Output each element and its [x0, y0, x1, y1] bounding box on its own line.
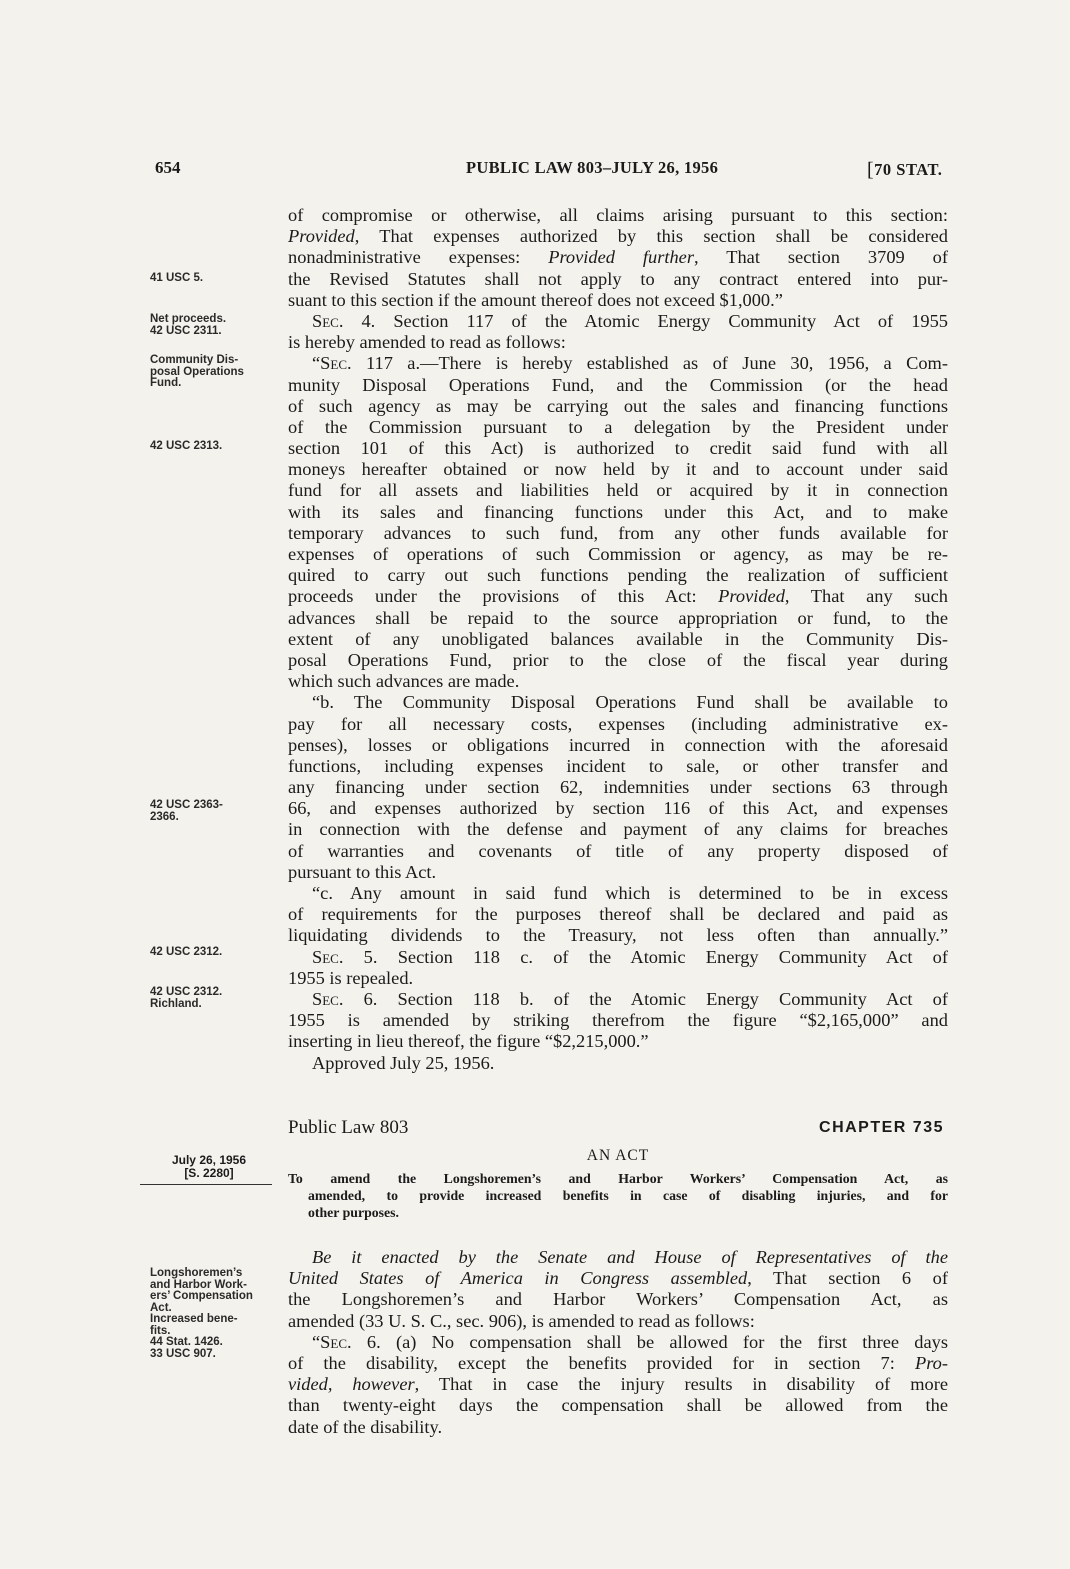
subsection-b: “b. The Community Disposal Operations Fund shall be available to: [312, 692, 948, 713]
text-line: munity Disposal Operations Fund, and the Commission (or the head: [288, 374, 948, 395]
text-line: quired to carry out such functions pending the realization of sufficient: [288, 565, 948, 586]
text-line: suant to this section if the amount thereof does not exceed $1,000.”: [288, 289, 783, 310]
an-act-heading: AN ACT: [586, 1147, 650, 1164]
subsection-c: “c. Any amount in said fund which is determined to be in excess: [312, 883, 948, 903]
text-line: proceeds under the provisions of this Act: Provided, That any such: [288, 586, 948, 607]
senate-bill-number: [S. 2280]: [184, 1166, 234, 1180]
chapter-number: CHAPTER 735: [819, 1119, 944, 1136]
text-line: the Longshoremen’s and Harbor Workers’ Compensation Act, as: [288, 1289, 948, 1310]
enacting-clause: [288, 1247, 948, 1438]
text-line: the Revised Statutes shall not apply to any contract entered into pur-: [288, 268, 948, 289]
public-law-title: Public Law 803: [288, 1117, 409, 1138]
text-line: United States of America in Congress assembled, That section 6 of: [288, 1268, 948, 1289]
description-line: other purposes.: [308, 1205, 399, 1220]
text-line: of compromise or otherwise, all claims arising pursuant to this section:: [288, 205, 948, 225]
text-line: pay for all necessary costs, expenses (including administrative ex-: [288, 713, 948, 734]
text-line: date of the disability.: [288, 1416, 443, 1437]
margin-note-42-usc-2363: 42 USC 2363- 2366.: [150, 799, 223, 823]
text-line: any financing under section 62, indemnities under sections 63 through: [288, 777, 948, 798]
text-line: extent of any unobligated balances available in the Community Dis-: [288, 628, 948, 649]
description-line: amended, to provide increased benefits in case of disabling injuries, and for: [308, 1188, 948, 1203]
text-line: 1955 is repealed.: [288, 967, 414, 988]
text-line: which such advances are made.: [288, 671, 520, 692]
margin-note-community-fund: Community Dis- posal Operations Fund.: [150, 354, 244, 389]
statute-reference: [70 STAT.: [867, 159, 943, 181]
margin-note-net-proceeds: Net proceeds. 42 USC 2311.: [150, 313, 227, 337]
text-line: is hereby amended to read as follows:: [288, 332, 566, 353]
public-law-heading: [288, 1117, 948, 1143]
text-line: advances shall be repaid to the source appropriation or fund, to the: [288, 607, 948, 628]
text-line: fund for all assets and liabilities held or acquired by it in connection: [288, 480, 948, 501]
page-number: 654: [155, 158, 181, 177]
margin-note-42-usc-2313: 42 USC 2313.: [150, 440, 223, 452]
margin-note-42-usc-2312: 42 USC 2312.: [150, 946, 223, 958]
section-5-heading: Sec. 5. Section 118 c. of the Atomic Energy Community Act of: [312, 946, 948, 967]
enactment-date-note: [150, 1154, 268, 1180]
text-line: with its sales and financing functions under this Act, and to make: [288, 501, 948, 522]
text-line: in connection with the defense and payment of any claims for breaches: [288, 819, 948, 840]
text-line: liquidating dividends to the Treasury, not less often than annually.”: [288, 925, 948, 946]
act-description: [288, 1170, 948, 1221]
running-title: PUBLIC LAW 803–JULY 26, 1956: [466, 158, 719, 177]
margin-note-longshoremen: Longshoremen’s and Harbor Work- ers’ Compensation Act. Increased bene- fits. 44 Stat. 1426. 33 USC 907.: [150, 1267, 253, 1360]
section-4-heading: Sec. 4. Section 117 of the Atomic Energy Community Act of 1955: [312, 310, 948, 331]
text-line: of requirements for the purposes thereof shall be declared and paid as: [288, 904, 948, 925]
text-line: pursuant to this Act.: [288, 861, 437, 882]
margin-note-41-usc-5: 41 USC 5.: [150, 272, 204, 284]
section-6a-heading: “Sec. 6. (a) No compensation shall be allowed for the first three days: [312, 1331, 948, 1352]
text-line: 1955 is amended by striking therefrom the figure “$2,165,000” and: [288, 1010, 948, 1031]
text-line: than twenty-eight days the compensation shall be allowed from the: [288, 1395, 948, 1416]
section-117-heading: “Sec. 117 a.—There is hereby established as of June 30, 1956, a Com-: [312, 353, 948, 374]
text-line: of such agency as may be carrying out the sales and financing functions: [288, 395, 948, 416]
text-line: section 101 of this Act) is authorized to credit said fund with all: [288, 438, 948, 459]
text-line: Be it enacted by the Senate and House of Representatives of the: [312, 1247, 948, 1267]
description-line: To amend the Longshoremen’s and Harbor Workers’ Compensation Act, as: [288, 1171, 948, 1186]
text-line: of the Commission pursuant to a delegation by the President under: [288, 416, 948, 437]
text-line: amended (33 U. S. C., sec. 906), is amended to read as follows:: [288, 1310, 755, 1331]
enactment-date: July 26, 1956: [171, 1153, 247, 1167]
text-line: of warranties and covenants of title of any property disposed of: [288, 840, 948, 861]
text-line: posal Operations Fund, prior to the close of the fiscal year during: [288, 649, 948, 670]
text-line: 66, and expenses authorized by section 116 of this Act, and expenses: [288, 798, 948, 819]
approval-date: Approved July 25, 1956.: [312, 1052, 495, 1073]
text-line: moneys hereafter obtained or now held by it and to account under said: [288, 459, 948, 480]
text-line: functions, including expenses incident to sale, or other transfer and: [288, 755, 948, 776]
text-line: nonadministrative expenses: Provided further, That section 3709 of: [288, 247, 948, 268]
text-line: expenses of operations of such Commission or agency, as may be re-: [288, 544, 948, 564]
text-line: of the disability, except the benefits provided for in section 7: Pro-: [288, 1352, 948, 1373]
date-divider: [140, 1184, 272, 1185]
text-line: vided, however, That in case the injury results in disability of more: [288, 1374, 949, 1395]
text-line: Provided, That expenses authorized by this section shall be considered: [288, 226, 948, 247]
section-text: [288, 205, 948, 1074]
section-6-heading: Sec. 6. Section 118 b. of the Atomic Energy Community Act of: [312, 988, 948, 1009]
text-line: inserting in lieu thereof, the figure “$2,215,000.”: [288, 1031, 649, 1052]
text-line: temporary advances to such fund, from any other funds available for: [288, 522, 948, 543]
page-header: [0, 158, 1070, 184]
text-line: penses), losses or obligations incurred in connection with the aforesaid: [288, 734, 948, 755]
margin-note-richland: 42 USC 2312. Richland.: [150, 986, 223, 1010]
